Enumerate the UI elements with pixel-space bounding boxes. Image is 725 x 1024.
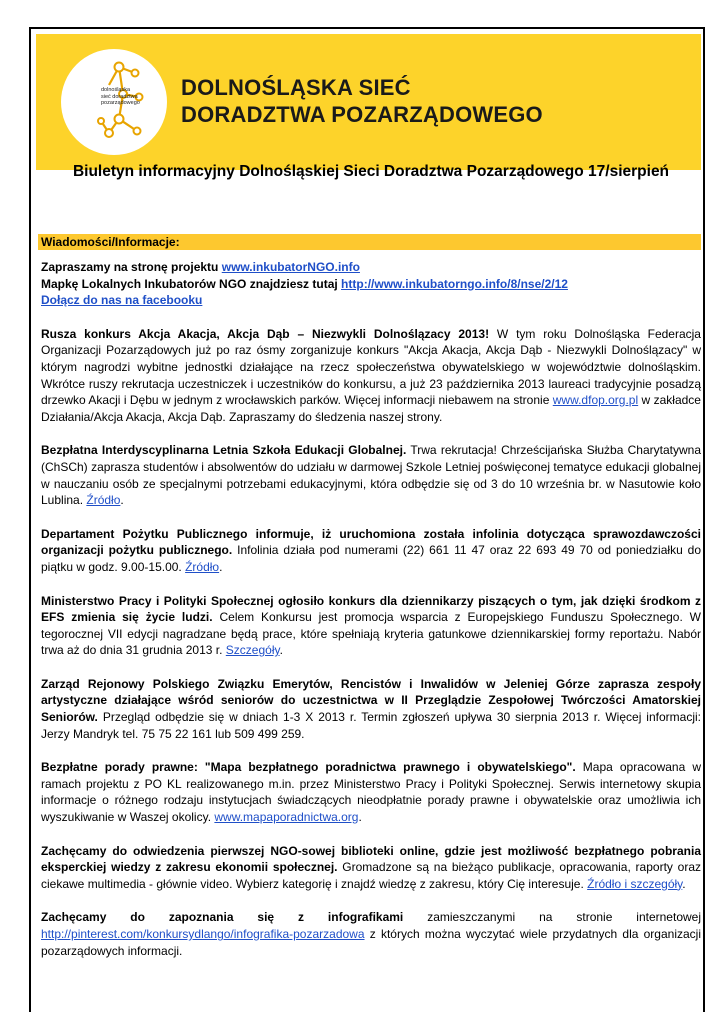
news-item-link[interactable]: www.dfop.org.pl xyxy=(552,393,639,408)
newsletter-content xyxy=(41,259,701,976)
header-banner xyxy=(36,34,701,170)
intro-block: Zapraszamy na stronę projektu www.inkubatorNGO.info Mapkę Lokalnych Inkubatorów NGO znajdziesz tutaj http://www.inkubatorngo.info/8/nse/2/12 Dołącz do nas na facebooku xyxy=(41,260,568,308)
news-item-link[interactable]: www.mapaporadnictwa.org xyxy=(214,810,359,825)
incubator-map-link[interactable]: http://www.inkubatorngo.info/8/nse/2/12 xyxy=(341,276,568,291)
news-item-link[interactable]: Źródło xyxy=(185,559,220,574)
news-item: Departament Pożytku Publicznego informuje, iż uruchomiona została infolinia dotycząca sprawozdawczości organizacji pożytku publicznego. Infolinia działa pod numerami (22) 661 11 47 oraz 22 693 49 70 od poniedziałku do piątku w godz. 9.00-15.00. Źródło. xyxy=(41,526,702,574)
news-item-link[interactable]: http://pinterest.com/konkursydlango/infografika-pozarzadowa xyxy=(41,927,365,941)
bulletin-title: Biuletyn informacyjny Dolnośląskiej Sieci Doradztwa Pozarządowego 17/sierpień xyxy=(72,163,670,180)
logo-text: dolnośląska sieć doradztwa pozarządowego xyxy=(101,87,140,106)
news-item: Bezpłatne porady prawne: "Mapa bezpłatnego poradnictwa prawnego i obywatelskiego". Mapa opracowana w ramach projektu z PO KL realizowanego m.in. przez Ministerstwo Pracy i Polityki Społecznej. Serwis internetowy skupia informacje o różnego rodzaju instytucjach świadczących nieodpłatnie porady prawne i obywatelskie oraz umożliwia ich wyszukiwanie w Waszej okolicy. www.mapaporadnictwa.org. xyxy=(41,760,701,825)
facebook-link[interactable]: Dołącz do nas na facebooku xyxy=(41,293,203,308)
logo xyxy=(61,49,167,155)
news-item-link[interactable]: Źródło xyxy=(86,493,121,508)
news-item: Ministerstwo Pracy i Polityki Społecznej ogłosiło konkurs dla dziennikarzy piszących o tym, jak dzięki środkom z EFS zmienia się życie ludzi. Celem Konkursu jest promocja wsparcia z Europejskiego Funduszu Społecznego. W tegorocznej VII edycji nagradzane będą prace, które spełniają kryteria gatunkowe dziennikarskiej formy reportażu. Nabór trwa aż do dnia 31 grudnia 2013 r. Szczegóły. xyxy=(41,593,702,658)
news-item: Zachęcamy do zapoznania się z infografikami zamieszczanymi na stronie internetowej http://pinterest.com/konkursydlango/infografika-pozarzadowa z których można wyczytać wiele przydatnych dla organizacji pozarządowych informacji. xyxy=(41,910,701,958)
project-link[interactable]: www.inkubatorNGO.info xyxy=(221,260,360,274)
news-item: Rusza konkurs Akcja Akacja, Akcja Dąb – Niezwykli Dolnoślązacy 2013! W tym roku Dolnośląska Federacja Organizacji Pozarządowych już po raz ósmy zorganizuje konkurs "Akcja Akacja, Akcja Dąb - Niezwykli Dolnoślązacy" w którym nagrodzi wybitne jednostki działające na rzecz społeczeństwa obywatelskiego w województwie dolnośląskim. Wkrótce ruszy rekrutacja uczestniczek i uczestników do konkursu, a już 23 października 2013 laureaci tradycyjnie posadzą drzewko Akacji i Dębu w jednym z wrocławskich parków. Więcej informacji niebawem na stronie www.dfop.org.pl w zakładce Działania/Akcja Akacja, Akcja Dąb. Zapraszamy do śledzenia naszej strony. xyxy=(41,326,701,424)
page-frame xyxy=(29,27,705,1012)
section-header: Wiadomości/Informacje: xyxy=(38,234,701,250)
news-item: Zarząd Rejonowy Polskiego Związku Emerytów, Rencistów i Inwalidów w Jeleniej Górze zaprasza zespoły artystyczne działające wśród seniorów do uczestnictwa w II Przeglądzie Zespołowej Twórczości Amatorskiej Seniorów. Przegląd odbędzie się w dniach 1-3 X 2013 r. Termin zgłoszeń upływa 30 sierpnia 2013 r. Więcej informacji: Jerzy Mandryk tel. 75 75 22 161 lub 509 499 259. xyxy=(41,676,701,741)
news-item: Zachęcamy do odwiedzenia pierwszej NGO-sowej biblioteki online, gdzie jest możliwość bezpłatnego pobrania eksperckiej wiedzy z zakresu ekonomii społecznej. Gromadzone są na bieżąco publikacje, opracowania, raporty oraz ciekawe multimedia - głównie video. Wybierz kategorię i znajdź wiedzę z zakresu, który Cię interesuje. Źródło i szczegóły. xyxy=(41,843,701,891)
organization-name: DOLNOŚLĄSKA SIEĆ DORADZTWA POZARZĄDOWEGO xyxy=(181,75,543,127)
news-item-link[interactable]: Źródło i szczegóły xyxy=(587,876,683,891)
news-item: Bezpłatna Interdyscyplinarna Letnia Szkoła Edukacji Globalnej. Trwa rekrutacja! Chrześcijańska Służba Charytatywna (ChSCh) zaprasza studentów i absolwentów do udziału w darmowej Szkole Letniej poświęconej tematyce edukacji globalnej w nauczaniu osób ze specjalnymi potrzebami edukacyjnymi, która odbędzie się od 3 do 10 września br. w Nasutowie koło Lublina. Źródło. xyxy=(41,443,701,508)
news-item-link[interactable]: Szczegóły xyxy=(225,643,280,658)
